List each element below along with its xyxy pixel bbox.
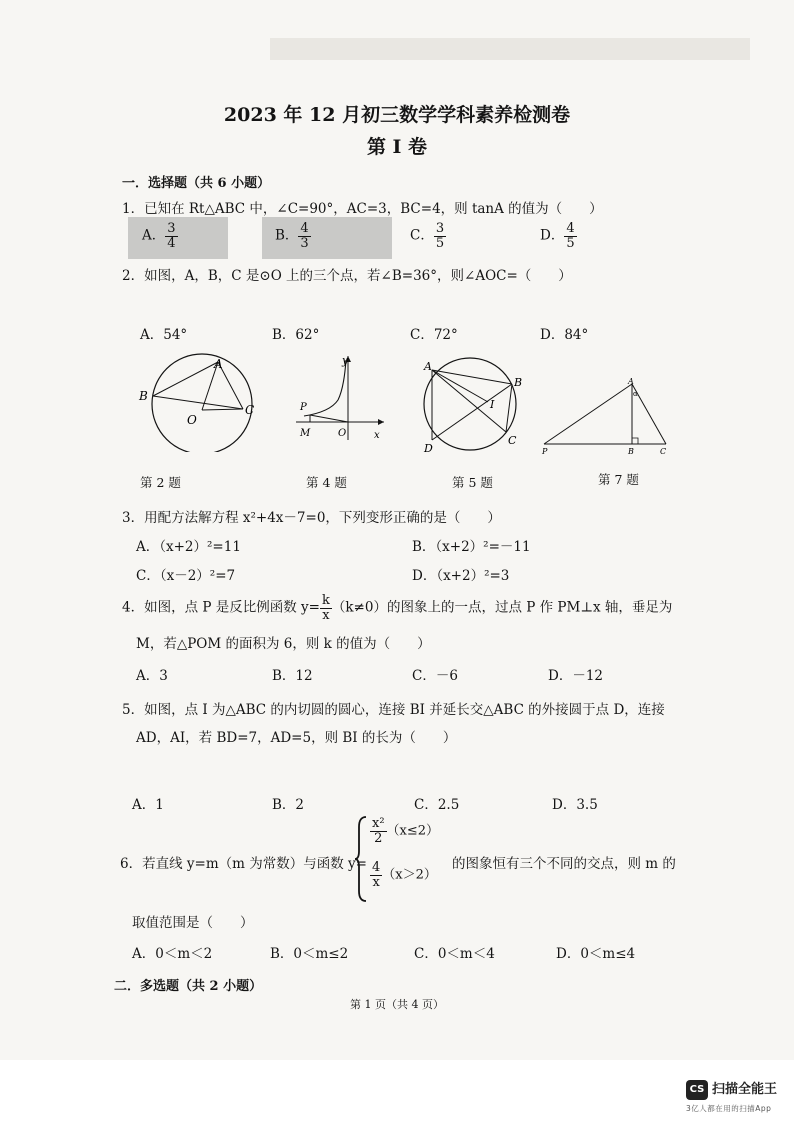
q5-option-d: D．3.5 <box>552 797 598 813</box>
question-2-stem: 2．如图，A，B，C 是⊙O 上的三个点，若∠B=36°，则∠AOC=（ ） <box>122 268 572 284</box>
question-4-stem-cont: M，若△POM 的面积为 6，则 k 的值为（ ） <box>136 636 431 652</box>
piece-2: $\frac{4}{x}$ （x＞2） <box>372 860 437 890</box>
q1-option-a: A． $\frac{3}{4}$ <box>142 221 176 251</box>
fig5-label-a: A <box>424 360 432 373</box>
figure-7-triangle <box>540 378 680 458</box>
q3-option-d: D．（x+2）²=3 <box>412 568 510 584</box>
question-5-stem-cont: AD，AI，若 BD=7，AD=5，则 BI 的长为（ ） <box>136 730 457 746</box>
section-heading-multi: 二．多选题（共 2 小题） <box>114 979 263 994</box>
q1-option-c: C． $\frac{3}{5}$ <box>410 221 445 251</box>
caption-figure-7: 第 7 题 <box>598 472 639 487</box>
left-brace-icon <box>354 815 368 903</box>
q2-option-a: A．54° <box>140 327 188 343</box>
fig4-label-m: M <box>300 428 311 439</box>
fig7-label-alpha: α <box>633 390 638 398</box>
q6-option-c: C．0＜m＜4 <box>414 946 495 962</box>
fig2-label-a: A <box>214 357 223 371</box>
fig5-label-i: I <box>490 398 495 411</box>
fig2-label-b: B <box>139 389 148 403</box>
volume-heading: 第 I 卷 <box>366 136 428 158</box>
fig2-label-c: C <box>245 403 255 417</box>
q6-option-a: A．0＜m＜2 <box>132 946 213 962</box>
q5-option-a: A．1 <box>132 797 164 813</box>
q4-option-b: B．12 <box>272 668 313 684</box>
q3-option-a: A．（x+2）²=11 <box>136 539 241 555</box>
q3-option-c: C．（x－2）²=7 <box>136 568 236 584</box>
figure-2-circle <box>135 352 265 452</box>
question-6-stem: 6．若直线 y=m（m 为常数）与函数 y= <box>120 856 367 872</box>
question-5-stem: 5．如图，点 I 为△ABC 的内切圆的圆心，连接 BI 并延长交△ABC 的外接圆于点 D，连接 <box>122 702 665 718</box>
q5-option-b: B．2 <box>272 797 305 813</box>
fig5-label-b: B <box>514 376 523 389</box>
q2-option-b: B．62° <box>272 327 320 343</box>
question-6-stem-range: 取值范围是（ ） <box>132 915 254 931</box>
caption-figure-5: 第 5 题 <box>452 475 493 490</box>
q3-option-b: B．（x+2）²=－11 <box>412 539 531 555</box>
fig7-label-b: B <box>628 447 634 456</box>
piece-1: $\frac{\text{x²}}{2}$ （x≤2） <box>372 816 440 846</box>
scanner-brand: 扫描全能王 <box>712 1082 778 1097</box>
q4-option-a: A．3 <box>136 668 168 684</box>
caption-figure-2: 第 2 题 <box>140 475 181 490</box>
scanner-slogan: 3亿人都在用的扫描App <box>686 1104 772 1113</box>
q1-option-b: B． $\frac{4}{3}$ <box>275 221 309 251</box>
piecewise-function <box>354 815 454 903</box>
q4-option-d: D．－12 <box>548 668 604 684</box>
fig7-label-p: P <box>542 447 548 456</box>
question-3-stem: 3．用配方法解方程 x²+4x－7=0，下列变形正确的是（ ） <box>122 510 501 526</box>
question-6-stem-cont: 的图象恒有三个不同的交点，则 m 的 <box>452 856 676 872</box>
q2-option-d: D．84° <box>540 327 589 343</box>
q5-option-c: C．2.5 <box>414 797 460 813</box>
scan-artifact <box>270 38 750 60</box>
fig7-label-a: A <box>628 378 634 386</box>
page-footer: 第 1 页（共 4 页） <box>350 998 444 1011</box>
fig4-label-y: y <box>342 354 349 367</box>
q6-option-d: D．0＜m≤4 <box>556 946 636 962</box>
page-title: 2023 年 12 月初三数学学科素养检测卷 <box>223 104 571 126</box>
figure-5-circle <box>418 356 528 456</box>
question-1-stem: 1．已知在 Rt△ABC 中，∠C=90°，AC=3，BC=4，则 tanA 的值为（ ） <box>122 201 603 217</box>
fig5-label-c: C <box>508 434 517 447</box>
q6-option-b: B．0＜m≤2 <box>270 946 349 962</box>
q1-option-d: D． $\frac{4}{5}$ <box>540 221 575 251</box>
section-heading-choice: 一．选择题（共 6 小题） <box>122 176 271 191</box>
figure-4-hyperbola <box>290 352 390 442</box>
q2-option-c: C．72° <box>410 327 458 343</box>
fig5-label-d: D <box>424 442 433 455</box>
question-4-stem: 4．如图，点 P 是反比例函数 y= $\frac{k}{x}$ （k≠0）的图象上的一点，过点 P 作 PM⊥x 轴，垂足为 <box>122 593 673 623</box>
fig4-label-p: P <box>300 402 307 413</box>
fig4-label-o: O <box>338 428 347 439</box>
fig7-label-c: C <box>660 447 667 456</box>
q4-option-c: C．－6 <box>412 668 458 684</box>
camscanner-logo-icon: CS <box>686 1080 708 1100</box>
fig4-label-x: x <box>374 430 380 441</box>
caption-figure-4: 第 4 题 <box>306 475 347 490</box>
fig2-label-o: O <box>187 413 197 427</box>
